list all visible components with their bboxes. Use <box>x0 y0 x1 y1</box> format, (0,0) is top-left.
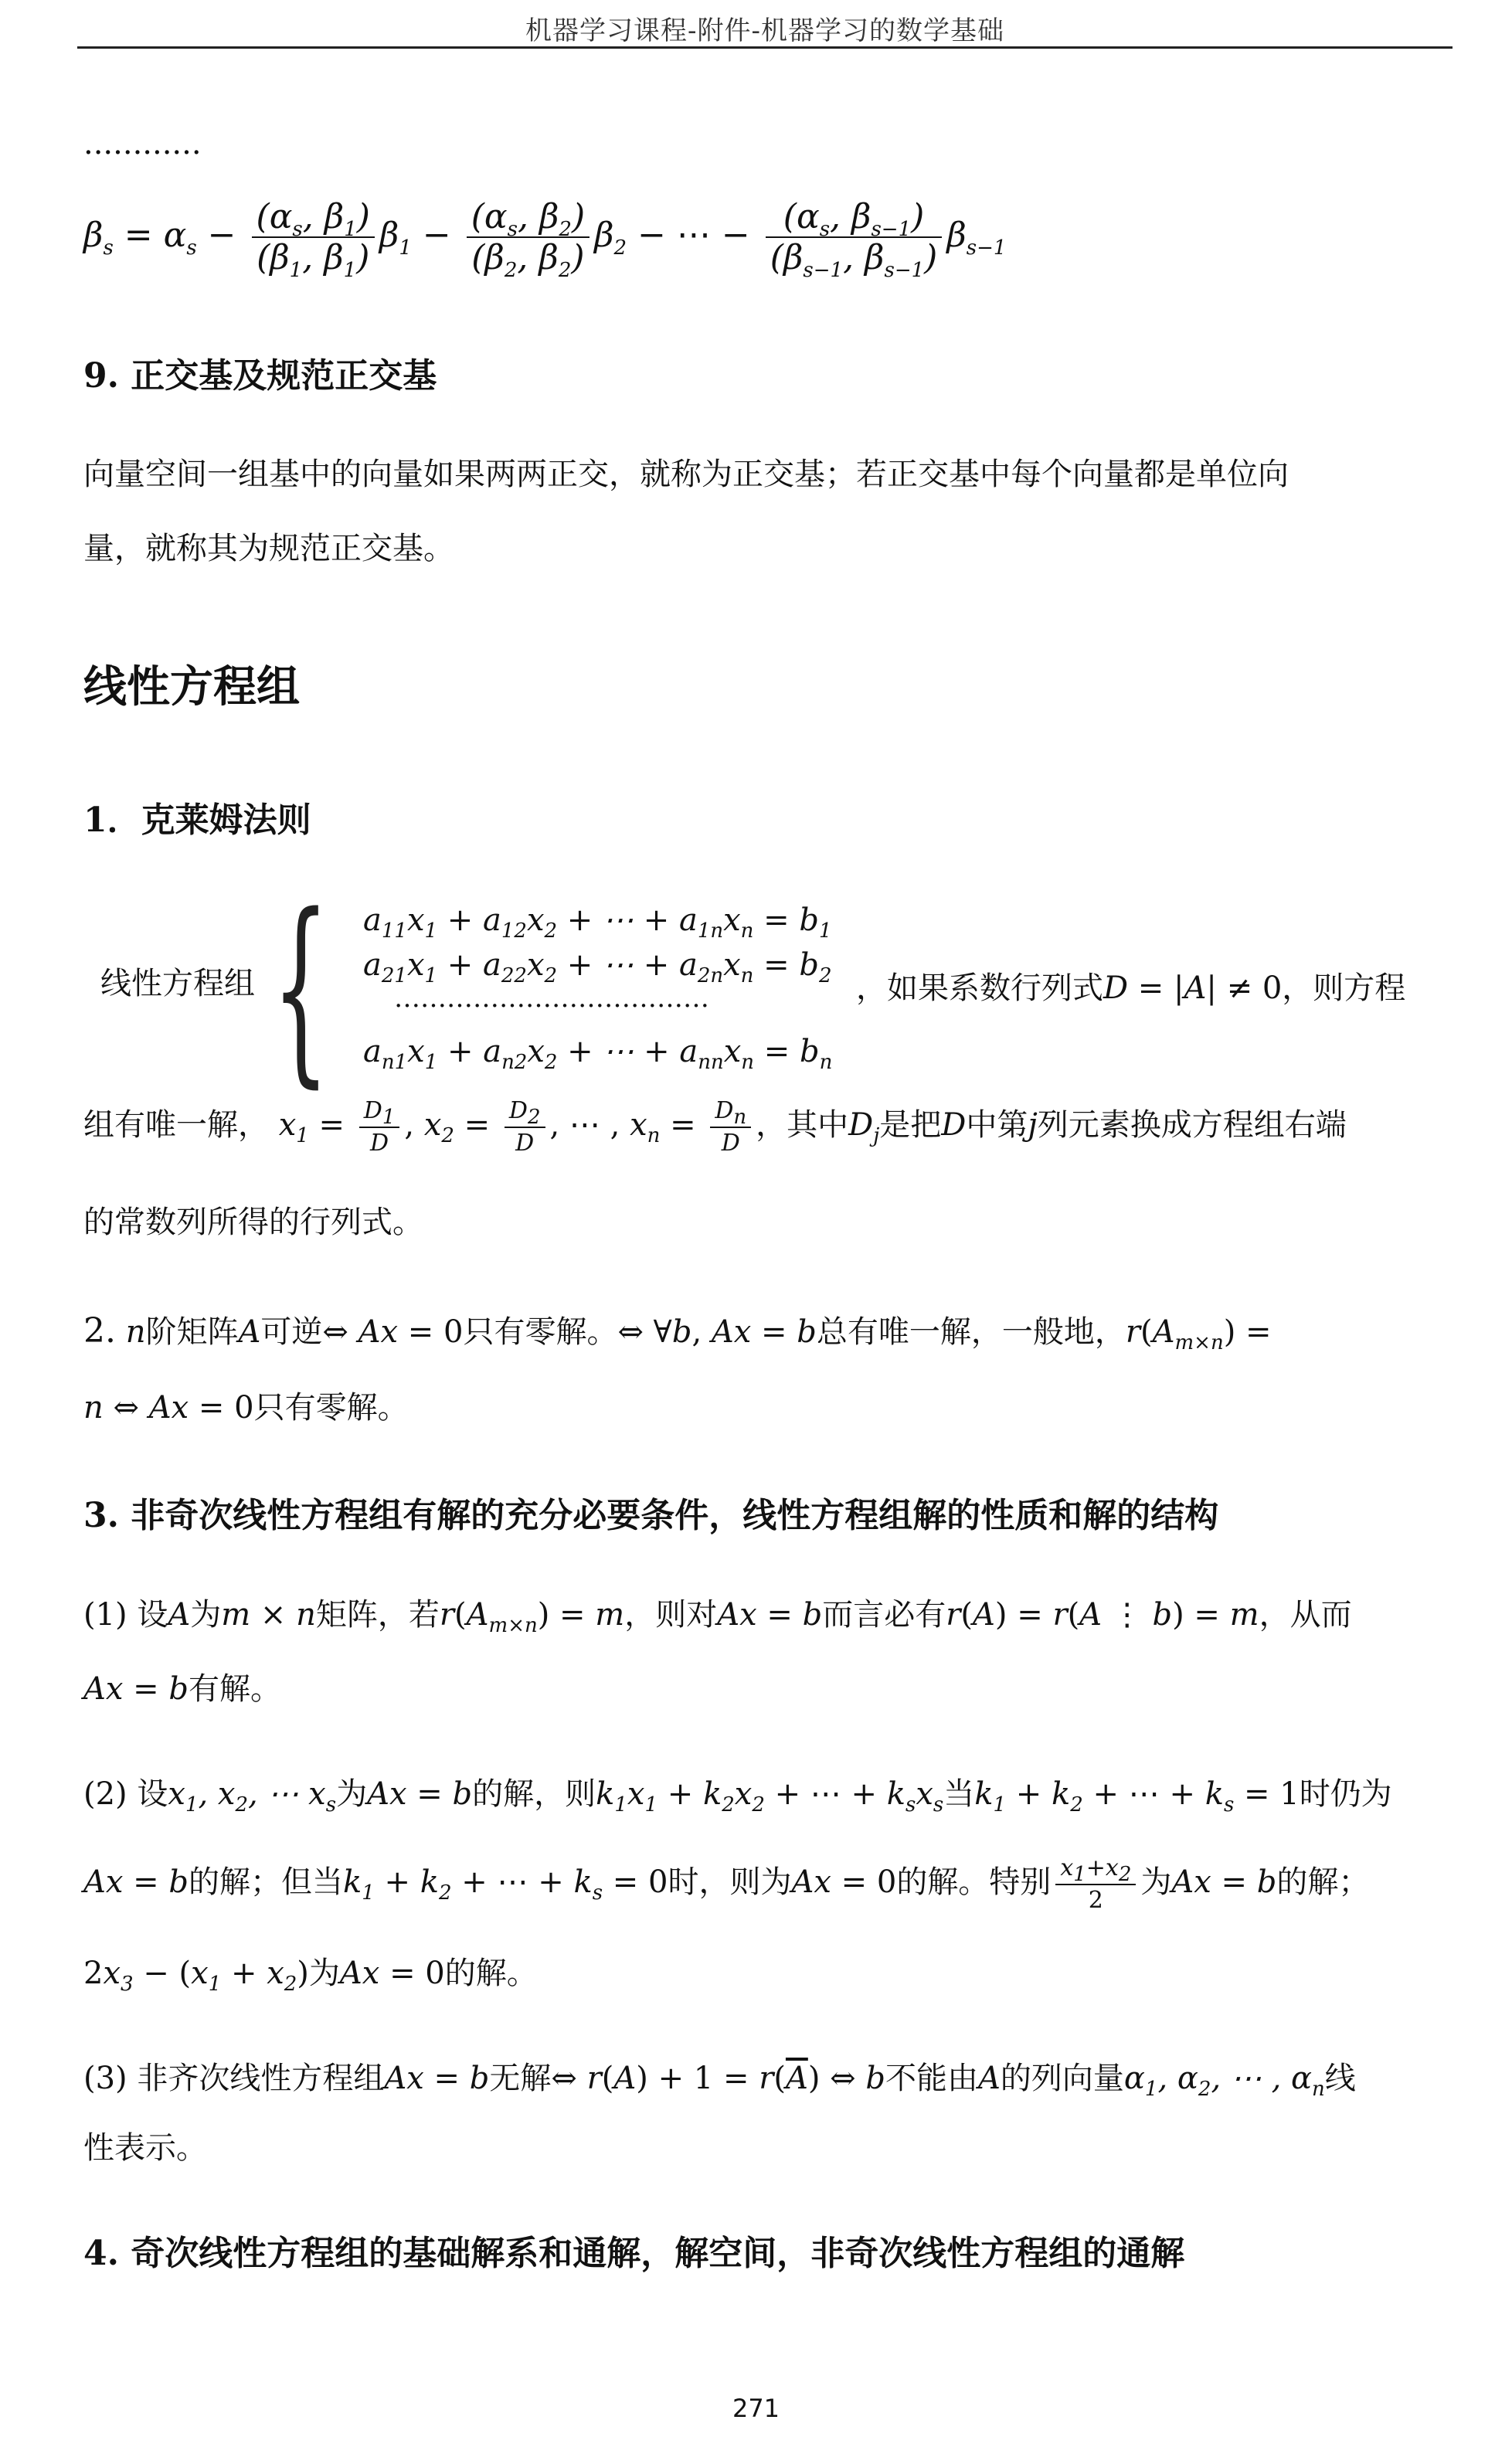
cramer-line3: 的常数列所得的行列式。 <box>83 1205 423 1240</box>
section-9-title: 9. 正交基及规范正交基 <box>83 356 437 396</box>
item2-line1: 2. n阶矩阵A可逆⇔ Ax = 0只有零解。⇔ ∀b, Ax = b总有唯一解，一般地，$r(A_{m\times n})$ = <box>83 1311 1272 1354</box>
p2-text-j: 的解； <box>1276 1864 1370 1900</box>
running-header: 机器学习课程-附件-机器学习的数学基础 <box>525 15 1004 46</box>
p2-text-a: (2) 设 <box>83 1776 168 1812</box>
item3-p1-line1: (1) 设A为m × n矩阵，若$r(A_{m\times n}) = m$，则对Ax = b而言必有r(A) = r(A ⋮ b) = m，从而 <box>83 1597 1352 1637</box>
replace-text-a: 是把 <box>879 1107 942 1143</box>
where-text: ，其中 <box>756 1107 849 1143</box>
determinant-condition: ，如果系数行列式D = |A| ≠ 0，则方程 <box>856 970 1406 1006</box>
item3-p2-line3: $2x_3 - (x_1 + x_2)$为Ax = 0的解。 <box>83 1956 538 1996</box>
cramer-solution-line: 组有唯一解， $x_1$ = $\frac{D_1}{D}$ , $x_2$ = $\frac{D_2}{D}$ , ⋯ , $x_n$ = $\frac{D_n}{D}$ ，其中$D_j$是把D中第j列元素换成方程组右端 <box>83 1097 1347 1157</box>
item2-text2: 可逆⇔ <box>260 1314 358 1350</box>
replace-text-c: 列元素换成方程组右端 <box>1037 1107 1347 1143</box>
item3-p2-line2: Ax = b的解；但当$k_1 + k_2$ + ⋯ + $k_s = 0$时，则为Ax = 0的解。特别 $\frac{x_1+x_2}{2}$ 为Ax = b的解； <box>83 1854 1370 1914</box>
p2-text-c: 的解，则 <box>472 1776 596 1812</box>
p2-text-b: 为 <box>336 1776 368 1812</box>
then-text: ，则方程 <box>1282 970 1406 1006</box>
p2-text-e: 时仍为 <box>1299 1776 1392 1812</box>
p3-text-d: 的列向量 <box>1000 2061 1124 2096</box>
p2-text-l: 的解。 <box>444 1956 538 1991</box>
item2-number: 2. <box>83 1311 116 1351</box>
p3-text-a: (3) 非齐次线性方程组 <box>83 2061 385 2096</box>
p3-text-b: 无解⇔ <box>489 2061 587 2096</box>
item2-text4: 总有唯一解，一般地， <box>816 1314 1126 1350</box>
p1-text-a: (1) 设 <box>83 1597 168 1633</box>
section-9-line2: 量，就称其为规范正交基。 <box>83 531 454 566</box>
item2-text5: 只有零解。 <box>253 1390 409 1426</box>
equation-row-2: $a_{21}x_1 + a_{22}x_2$ + ⋯ + $a_{2n}x_n = b_2$ <box>363 947 832 987</box>
p2-text-g: 时，则为 <box>668 1864 792 1900</box>
equation-row-dots: ……………………………… <box>394 983 709 1014</box>
equation-row-n: $a_{n1}x_1 + a_{n2}x_2$ + ⋯ + $a_{nn}x_n = b_n$ <box>363 1034 833 1074</box>
system-brace: { <box>272 872 330 1106</box>
item3-p3-line2: 性表示。 <box>83 2130 207 2166</box>
item3-title: 3. 非奇次线性方程组有解的充分必要条件，线性方程组解的性质和解的结构 <box>83 1496 1219 1535</box>
equation-row-1: $a_{11}x_1 + a_{12}x_2$ + ⋯ + $a_{1n}x_n = b_1$ <box>363 902 832 943</box>
replace-text-b: 中第 <box>966 1107 1028 1143</box>
gram-schmidt-formula: $\beta_s = \alpha_s$ − $\frac{(\alpha_s, \beta_1)}{(\beta_1, \beta_1)}$ $\beta_1$ − $\frac{(\alpha_s, \beta_2)}{(\beta_2, \beta_2)}$ $\beta_2$ − ⋯ − $\frac{(\alpha_s, \beta_{s-1})}{(\beta_{s-1}, \beta_{s-1})}$ $\beta_{s-1}$ <box>83 197 1007 282</box>
header-rule <box>77 46 1453 49</box>
p1-text-f: ，从而 <box>1259 1597 1352 1633</box>
item3-p1-line2: Ax = b有解。 <box>83 1671 282 1707</box>
p2-text-d: 当 <box>943 1776 975 1812</box>
ellipsis-dots: ............ <box>83 126 202 161</box>
unique-solution-text: 组有唯一解， <box>83 1107 269 1143</box>
system-label: 线性方程组 <box>100 966 255 1001</box>
p2-text-h: 的解。特别 <box>896 1864 1052 1900</box>
p1-text-b: 为 <box>190 1597 222 1633</box>
page-number: 271 <box>732 2394 780 2423</box>
chapter-title: 线性方程组 <box>83 661 300 712</box>
p1-text-d: ，则对 <box>624 1597 718 1633</box>
item2-text1: 阶矩阵 <box>145 1314 239 1350</box>
p1-text-c: 矩阵，若 <box>315 1597 440 1633</box>
p1-text-e: 而言必有 <box>822 1597 946 1633</box>
item2-line2: n ⇔ Ax = 0只有零解。 <box>83 1390 409 1426</box>
condition-text: ，如果系数行列式 <box>856 970 1103 1006</box>
item4-title: 4. 奇次线性方程组的基础解系和通解，解空间，非奇次线性方程组的通解 <box>83 2234 1185 2273</box>
item2-text3: 只有零解。⇔ ∀ <box>463 1314 672 1350</box>
item1-title: 1．克莱姆法则 <box>83 800 311 840</box>
p2-text-f: 的解；但当 <box>189 1864 344 1900</box>
p3-text-e: 线 <box>1324 2061 1356 2096</box>
p2-text-i: 为 <box>1140 1864 1172 1900</box>
item3-p3-line1: (3) 非齐次线性方程组Ax = b无解⇔ $r(A) + 1 = r(\overline{A})$ ⇔ b不能由A的列向量$\alpha_1$, $\alpha_2$, ⋯ , $\alpha_n$线 <box>83 2061 1356 2101</box>
section-9-line1: 向量空间一组基中的向量如果两两正交，就称为正交基；若正交基中每个向量都是单位向 <box>83 457 1289 492</box>
p1-text-g: 有解。 <box>189 1671 282 1707</box>
item3-p2-line1: (2) 设$x_1$, $x_2$, ⋯ $x_s$为Ax = b的解，则$k_1x_1 + k_2x_2$ + ⋯ + $k_sx_s$当$k_1 + k_2$ + ⋯ + $k_s = 1$时仍为 <box>83 1776 1392 1817</box>
p3-text-c: 不能由 <box>885 2061 978 2096</box>
p2-text-k: 为 <box>308 1956 340 1991</box>
